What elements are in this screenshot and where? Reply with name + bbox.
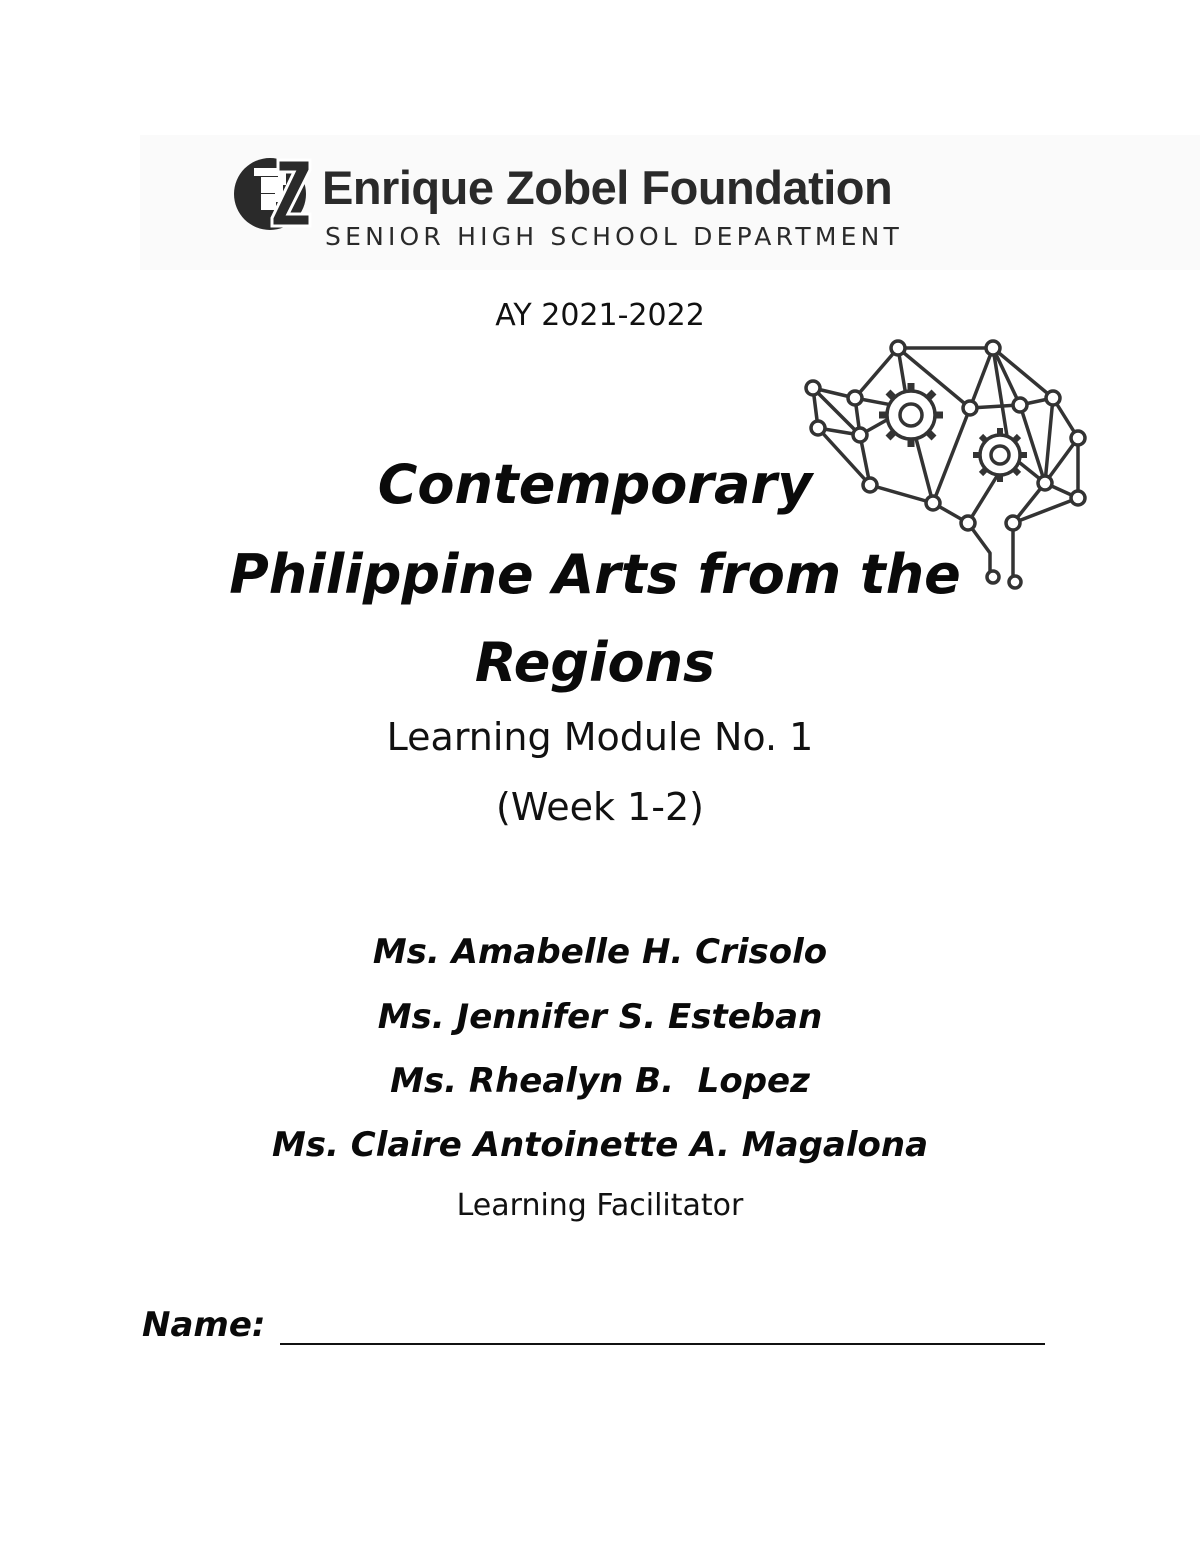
name-blank-line[interactable] <box>280 1343 1045 1345</box>
module-number: Learning Module No. 1 <box>386 715 814 759</box>
name-label: Name: <box>142 1305 266 1345</box>
department-name: SENIOR HIGH SCHOOL DEPARTMENT <box>325 222 903 251</box>
academic-year: AY 2021-2022 <box>495 298 705 333</box>
facilitator-name: Ms. Claire Antoinette A. Magalona <box>271 1125 929 1165</box>
facilitator-name: Ms. Jennifer S. Esteban <box>377 997 823 1037</box>
module-title-line-2: Philippine Arts from the <box>229 543 961 606</box>
facilitator-name: Ms. Rhealyn B. Lopez <box>390 1061 810 1101</box>
week-range: (Week 1-2) <box>496 785 704 829</box>
module-title-line-3: Regions <box>474 631 716 694</box>
module-title-line-1: Contemporary <box>377 453 813 516</box>
ez-monogram-logo-icon <box>232 148 312 234</box>
facilitator-name: Ms. Amabelle H. Crisolo <box>372 932 828 972</box>
facilitator-role: Learning Facilitator <box>456 1188 744 1223</box>
school-name: Enrique Zobel Foundation <box>322 161 893 214</box>
